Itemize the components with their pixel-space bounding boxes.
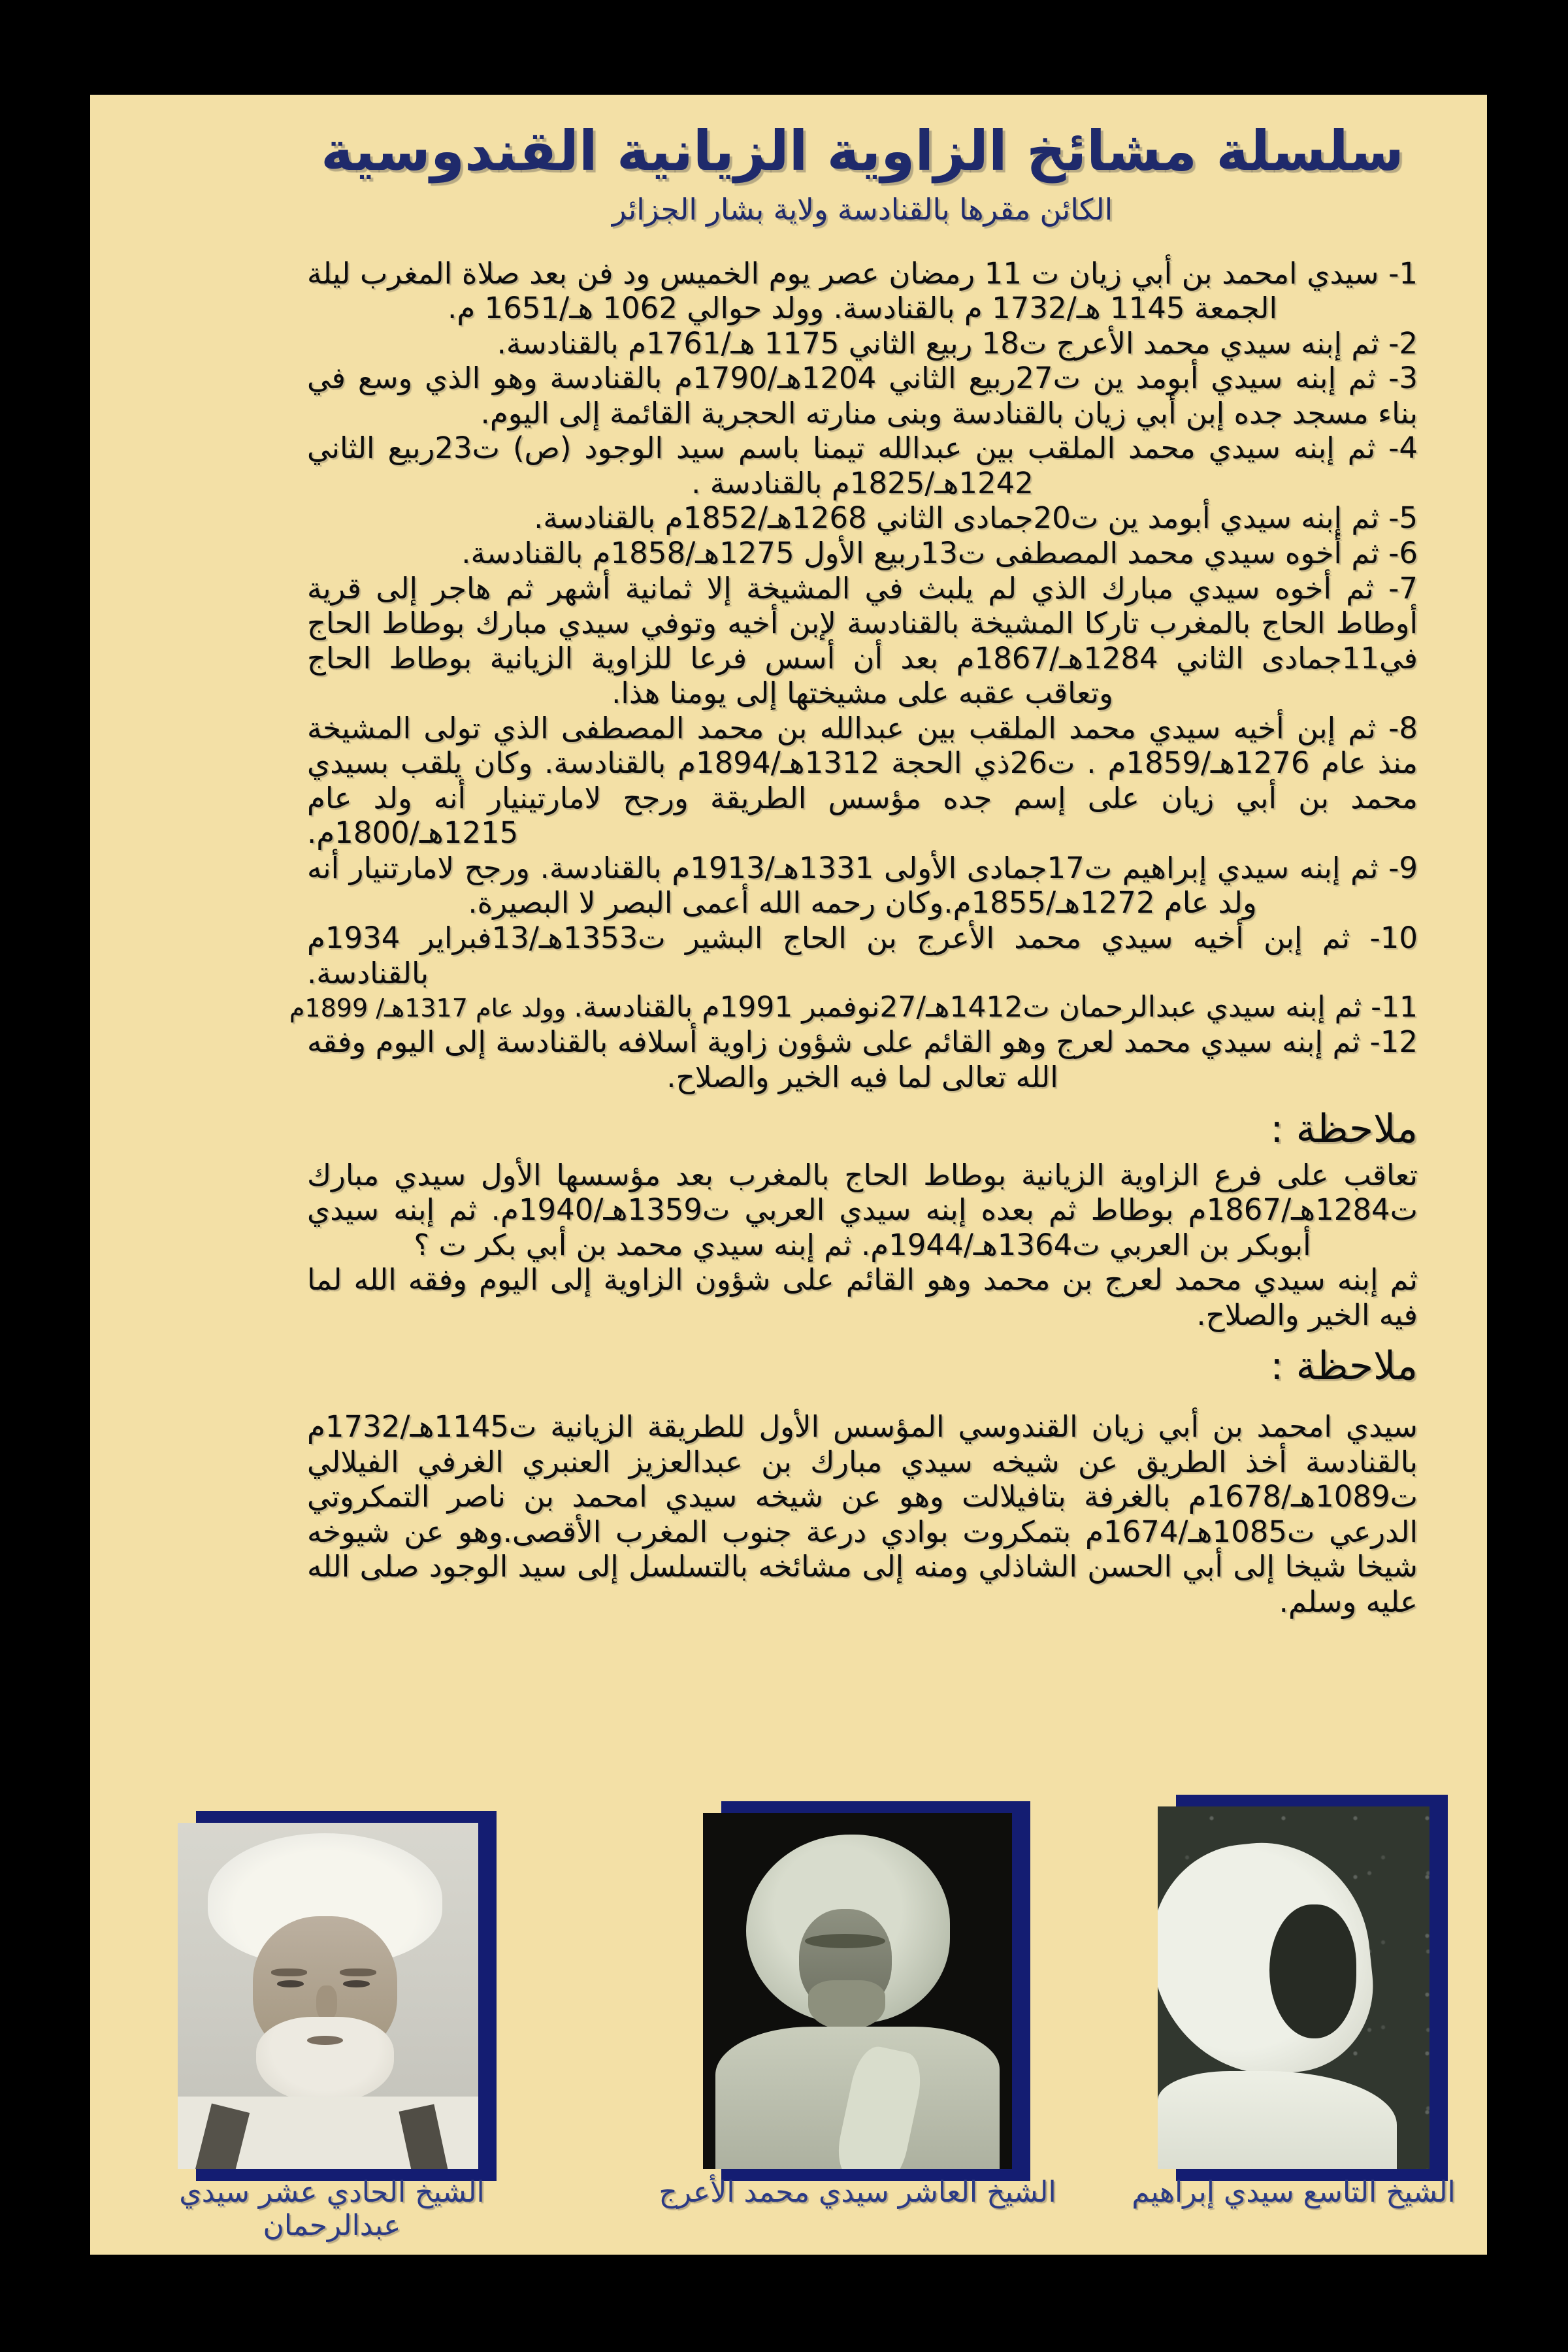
- list-item: 5- ثم إبنه سيدي أبومد ين ت20جمادى الثاني 1268هـ/1852م بالقنادسة.: [534, 500, 1418, 536]
- nose-shape: [316, 1985, 337, 2020]
- brow-shape: [271, 1968, 307, 1977]
- document-text-column: [289, 119, 1418, 1620]
- page-title: سلسلة مشائخ الزاوية الزيانية القندوسية: [321, 119, 1404, 183]
- list-item: 8- ثم إبن أخيه سيدي محمد الملقب بين عبدالله بن محمد المصطفى الذي تولى المشيخة منذ عام 1276هـ/1859م . ت26ذي الحجة 1312هـ/1894م بالقنادسة. وكان يلقب بسيدي محمد بن أبي زيان على إسم جده مؤسس الطريقة ورجح لامارتينيار أنه ولد عام 1215هـ/1800م.: [307, 710, 1418, 851]
- document-page: [90, 95, 1487, 2255]
- caption-sheikh-10: الشيخ العاشر سيدي محمد الأعرج: [659, 2176, 1056, 2209]
- list-item: 12- ثم إبنه سيدي محمد لعرج وهو القائم على شؤون زاوية أسلافه بالقنادسة إلى اليوم وفقه الله تعالى لما فيه الخير والصلاح.: [307, 1024, 1418, 1094]
- note-paragraph: ثم إبنه سيدي محمد لعرج بن محمد وهو القائم على شؤون الزاوية إلى اليوم وفقه الله لما فيه الخير والصلاح.: [307, 1262, 1418, 1332]
- brow-shape: [340, 1968, 376, 1977]
- note-paragraph: سيدي امحمد بن أبي زيان القندوسي المؤسس الأول للطريقة الزيانية ت1145هـ/1732م بالقنادسة أخذ الطريق عن شيخه سيدي مبارك بن عبدالعزيز العنبري الغرفي الفيلالي ت1089هـ/1678م بالغرفة بتافيلالت وهو عن شيخه سيدي امحمد بن ناصر التمكروتي الدرعي ت1085هـ/1674م بتمكروت بوادي درعة جنوب المغرب الأقصى.وهو عن شيوخه شيخا شيخا إلى أبي الحسن الشاذلي ومنه إلى مشائخه بالتسلسل إلى سيد الوجود صلى الله عليه وسلم.: [307, 1409, 1418, 1619]
- list-item: 3- ثم إبنه سيدي أبومد ين ت27ربيع الثاني 1204هـ/1790م بالقنادسة وهو الذي وسع في بناء مسجد جده إبن أبي زيان بالقنادسة وبنى منارته الحجرية القائمة إلى اليوم.: [307, 361, 1418, 431]
- caption-sheikh-9: الشيخ التاسع سيدي إبراهيم: [1132, 2176, 1456, 2209]
- eye-shape: [277, 1980, 304, 1987]
- note-heading: ملاحظة :: [1270, 1105, 1418, 1152]
- mouth-shape: [307, 2036, 343, 2045]
- list-item: [289, 990, 1418, 1024]
- shoulder-shape: [1158, 2071, 1397, 2169]
- beard-shape: [256, 2017, 395, 2104]
- list-item: 7- ثم أخوه سيدي مبارك الذي لم يلبث في المشيخة إلا ثمانية أشهر ثم هاجر إلى قرية أوطاط الحاج بالمغرب تاركا المشيخة بالقنادسة لإبن أخيه وتوفي سيدي مبارك بوطاط الحاج في11جمادى الثاني 1284هـ/1867م بعد أن أسس فرعا للزاوية الزيانية بوطاط الحاج وتعاقب عقبه على مشيختها إلى يومنا هذا.: [307, 570, 1418, 711]
- eye-shape: [343, 1980, 370, 1987]
- photo-sheikh-10-mohamed-laaredj: [703, 1813, 1012, 2169]
- list-item: 4- ثم إبنه سيدي محمد الملقب بين عبدالله تيمنا باسم سيد الوجود (ص) ت23ربيع الثاني 1242هـ/1825م بالقنادسة .: [307, 431, 1418, 500]
- list-item-text: 11- ثم إبنه سيدي عبدالرحمان ت1412هـ/27نوفمبر 1991م بالقنادسة.: [574, 990, 1418, 1024]
- sheikh-chain-list: [289, 255, 1418, 1095]
- beard-shape: [808, 1980, 885, 2030]
- note-heading: ملاحظة :: [1270, 1343, 1418, 1390]
- list-item: 1- سيدي امحمد بن أبي زيان ت 11 رمضان عصر يوم الخميس ود فن بعد صلاة المغرب ليلة الجمعة 1145 هـ/1732 م بالقنادسة. وولد حوالي 1062 هـ/1651 م.: [307, 255, 1418, 326]
- caption-sheikh-11: الشيخ الحادي عشر سيدي عبدالرحمان: [179, 2176, 485, 2242]
- list-item-birth-note: وولد عام 1317هـ/ 1899م: [289, 994, 574, 1023]
- page-subtitle: الكائن مقرها بالقنادسة ولاية بشار الجزائر: [612, 191, 1113, 227]
- note-paragraph: تعاقب على فرع الزاوية الزيانية بوطاط الحاج بالمغرب بعد مؤسسها الأول سيدي مبارك ت1284هـ/1867م بوطاط ثم بعده إبنه سيدي العربي ت1359هـ/1940م. ثم إبنه سيدي أبوبكر بن العربي ت1364هـ/1944م. ثم إبنه سيدي محمد بن أبي بكر ت ؟: [307, 1157, 1418, 1262]
- eyes-shadow-shape: [805, 1934, 885, 1948]
- list-item: 2- ثم إبنه سيدي محمد الأعرج ت18 ربيع الثاني 1175 هـ/1761م بالقنادسة.: [497, 325, 1418, 361]
- photo-sheikh-11-abdelrahman: [178, 1823, 478, 2169]
- photo-sheikh-9-ibrahim: [1158, 1806, 1429, 2169]
- list-item: 9- ثم إبنه سيدي إبراهيم ت17جمادى الأولى 1331هـ/1913م بالقنادسة. ورجح لامارتنيار أنه ولد عام 1272هـ/1855م.وكان رحمه الله أعمى البصر لا البصيرة.: [307, 850, 1418, 921]
- list-item: 10- ثم إبن أخيه سيدي محمد الأعرج بن الحاج البشير ت1353هـ/13فبراير 1934م بالقنادسة.: [307, 920, 1418, 990]
- list-item: 6- ثم أخوه سيدي محمد المصطفى ت13ربيع الأول 1275هـ/1858م بالقنادسة.: [461, 535, 1418, 570]
- face-shadow-shape: [1269, 1904, 1356, 2038]
